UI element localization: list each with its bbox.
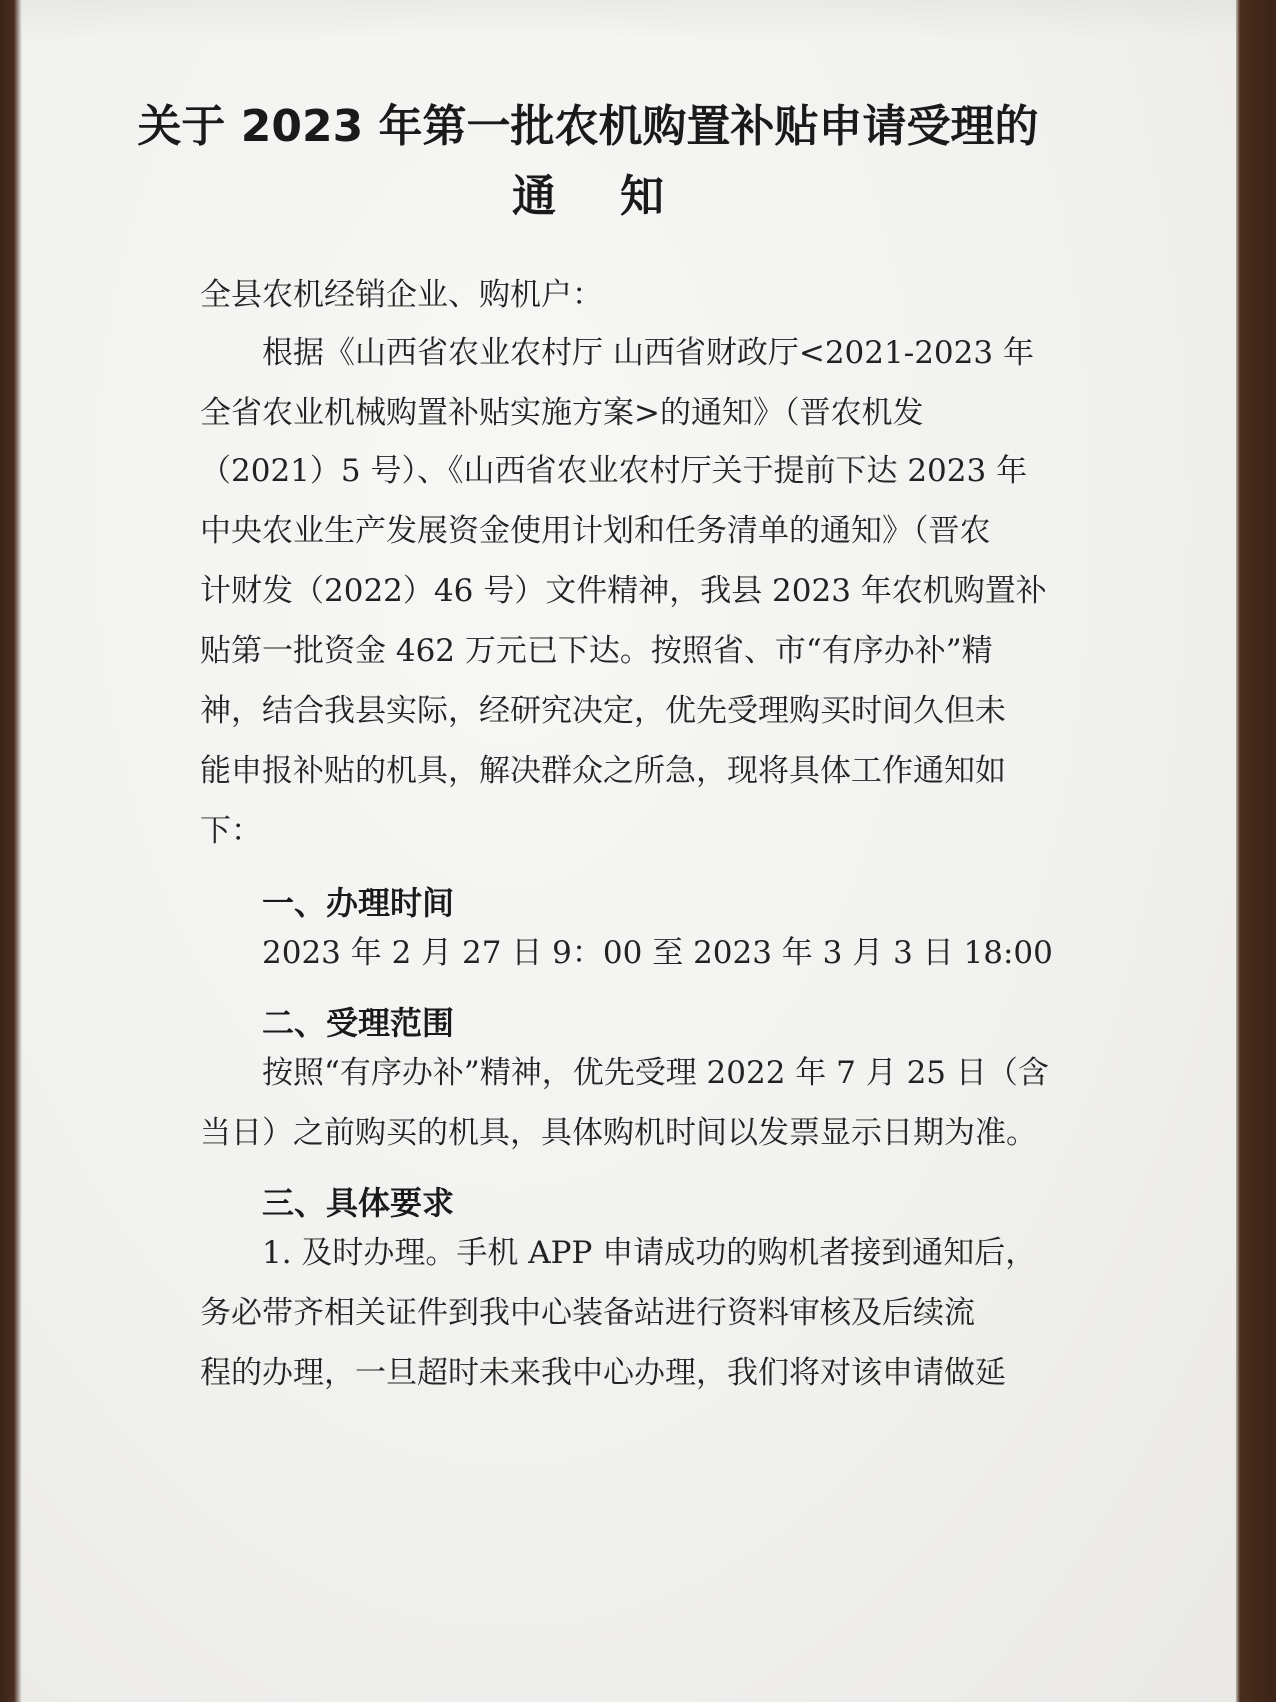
para1-line: 能申报补贴的机具，解决群众之所急，现将具体工作通知如 xyxy=(200,753,1006,789)
document-title-notice: 通知 xyxy=(512,171,728,222)
para1-line: 下： xyxy=(200,813,262,849)
section-scope-line: 当日）之前购买的机具，具体购机时间以发票显示日期为准。 xyxy=(200,1115,1037,1151)
para1-line: 计财发（2022）46 号）文件精神，我县 2023 年农机购置补 xyxy=(200,573,1047,609)
para1-line: 全省农业机械购置补贴实施方案>的通知》（晋农机发 xyxy=(200,395,924,431)
section-heading-scope: 二、受理范围 xyxy=(262,1004,455,1042)
section-scope-line: 按照“有序办补”精神，优先受理 2022 年 7 月 25 日（含 xyxy=(262,1055,1049,1091)
section-time-text: 2023 年 2 月 27 日 9：00 至 2023 年 3 月 3 日 18:00 xyxy=(262,935,1053,971)
para1-line: （2021）5 号）、《山西省农业农村厅关于提前下达 2023 年 xyxy=(200,453,1028,489)
section-heading-requirements: 三、具体要求 xyxy=(262,1184,455,1222)
section-heading-time: 一、办理时间 xyxy=(262,884,455,922)
section-requirements-line: 务必带齐相关证件到我中心装备站进行资料审核及后续流 xyxy=(200,1295,975,1331)
salutation: 全县农机经销企业、购机户： xyxy=(200,277,603,313)
para1-line: 根据《山西省农业农村厅 山西省财政厅<2021-2023 年 xyxy=(262,335,1034,371)
section-requirements-line: 程的办理，一旦超时未来我中心办理，我们将对该申请做延 xyxy=(200,1355,1006,1391)
para1-line: 中央农业生产发展资金使用计划和任务清单的通知》（晋农 xyxy=(200,513,991,549)
para1-line: 贴第一批资金 462 万元已下达。按照省、市“有序办补”精 xyxy=(200,633,993,669)
para1-line: 神，结合我县实际，经研究决定，优先受理购买时间久但未 xyxy=(200,693,1006,729)
document-title: 关于 2023 年第一批农机购置补贴申请受理的 xyxy=(137,101,1039,152)
document-page xyxy=(22,0,1236,1702)
section-requirements-line: 1. 及时办理。手机 APP 申请成功的购机者接到通知后， xyxy=(262,1235,1037,1271)
